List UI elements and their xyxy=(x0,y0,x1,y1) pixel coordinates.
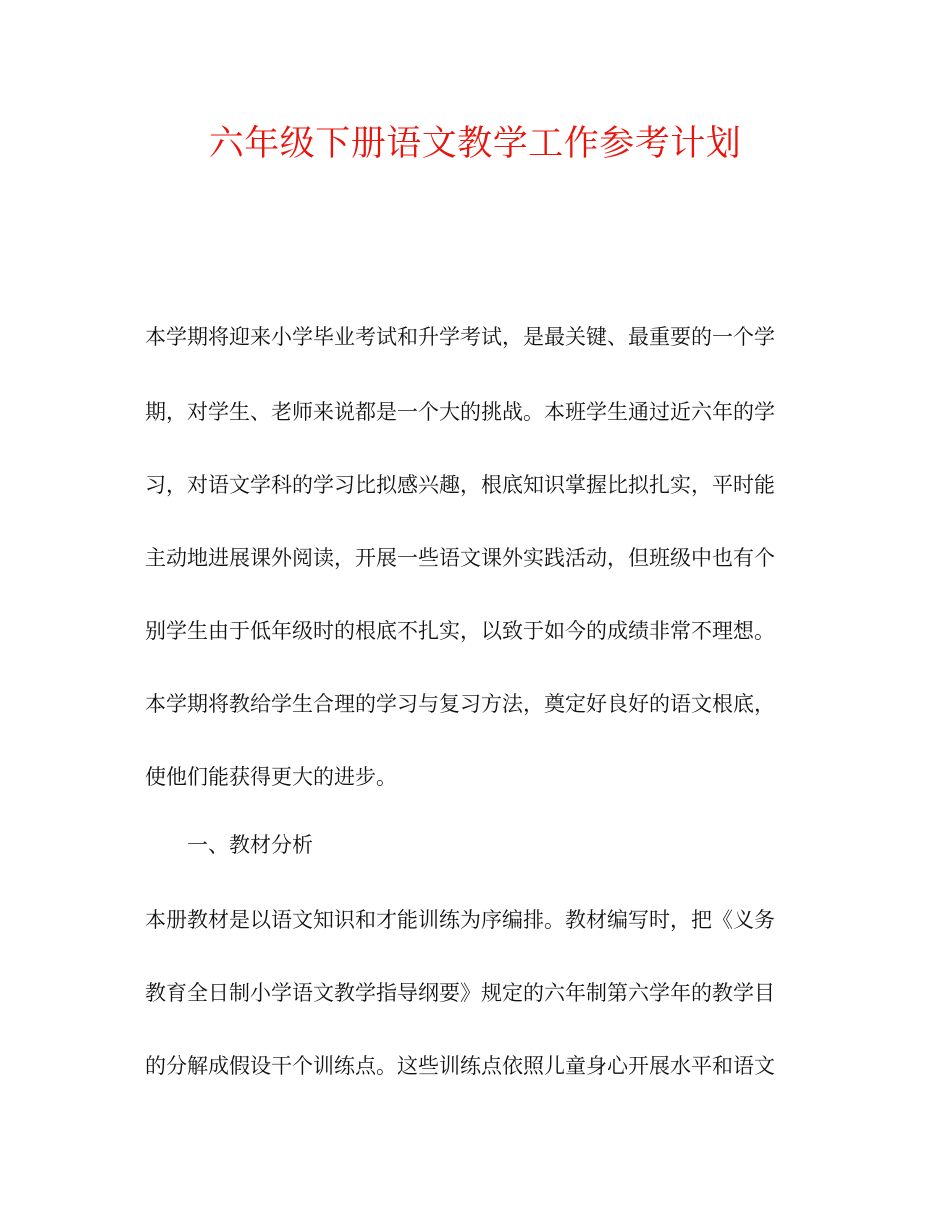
body-line-7: 使他们能获得更大的进步。 xyxy=(145,765,397,789)
body-line-4: 主动地进展课外阅读，开展一些语文课外实践活动，但班级中也有个 xyxy=(145,546,775,570)
body-line-1: 本学期将迎来小学毕业考试和升学考试，是最关键、最重要的一个学 xyxy=(145,325,775,349)
body-line-10: 的分解成假设干个训练点。这些训练点依照儿童身心开展水平和语文 xyxy=(145,1054,775,1078)
section-heading: 一、教材分析 xyxy=(187,833,313,857)
body-line-9: 教育全日制小学语文教学指导纲要》规定的六年制第六学年的教学目 xyxy=(145,981,775,1005)
body-line-8: 本册教材是以语文知识和才能训练为序编排。教材编写时，把《义务 xyxy=(145,908,775,932)
body-line-6: 本学期将教给学生合理的学习与复习方法，奠定好良好的语文根底， xyxy=(145,692,775,716)
body-line-5: 别学生由于低年级时的根底不扎实，以致于如今的成绩非常不理想。 xyxy=(145,619,775,643)
body-line-3: 习，对语文学科的学习比拟感兴趣，根底知识掌握比拟扎实，平时能 xyxy=(145,473,775,497)
document-title: 六年级下册语文教学工作参考计划 xyxy=(208,124,742,164)
body-line-2: 期，对学生、老师来说都是一个大的挑战。本班学生通过近六年的学 xyxy=(145,400,775,424)
